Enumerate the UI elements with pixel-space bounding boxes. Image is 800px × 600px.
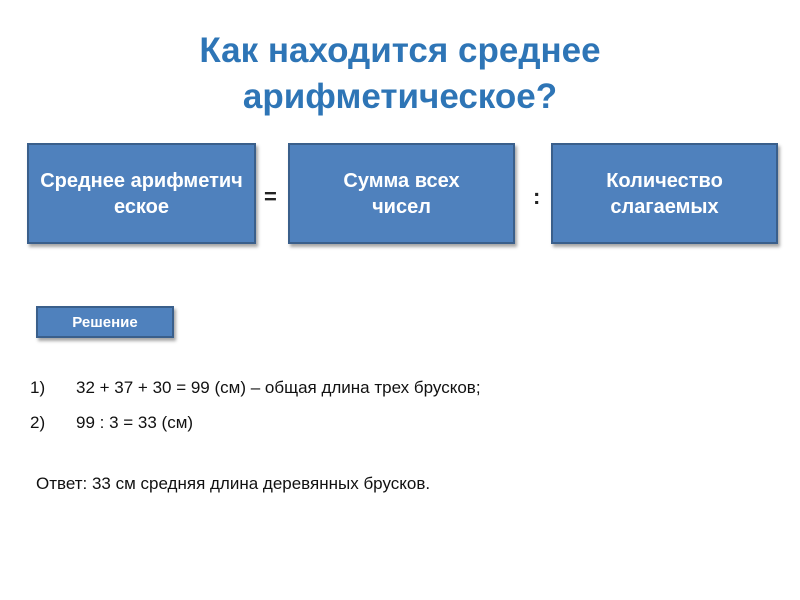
step-2 (30, 413, 193, 433)
slide-title-line-2: арифметическое? (242, 77, 558, 116)
step-2-number: 2) (30, 413, 46, 432)
step-2-text: 99 : 3 = 33 (см) (76, 413, 194, 432)
sum-box-line-1: Сумма всех (343, 169, 460, 192)
equals-sign: = (264, 184, 277, 209)
sum-box-line-2: чисел (372, 195, 431, 218)
sum-box (288, 143, 515, 244)
step-1 (30, 378, 481, 398)
count-box-line-2: слагаемых (610, 195, 719, 218)
count-box (551, 143, 778, 244)
step-1-number: 1) (30, 378, 46, 397)
count-box-line-1: Количество (606, 169, 723, 192)
solution-button[interactable]: Решение (36, 306, 174, 338)
slide-title (0, 28, 800, 120)
answer-text: Ответ: 33 см средняя длина деревянных брусков. (36, 474, 431, 493)
average-box (27, 143, 256, 244)
step-1-text: 32 + 37 + 30 = 99 (см) – общая длина трех брусков; (76, 378, 481, 397)
slide-title-line-1: Как находится среднее (199, 31, 601, 70)
divide-sign: : (533, 184, 541, 209)
average-box-label: Среднее арифметическое (40, 169, 243, 218)
